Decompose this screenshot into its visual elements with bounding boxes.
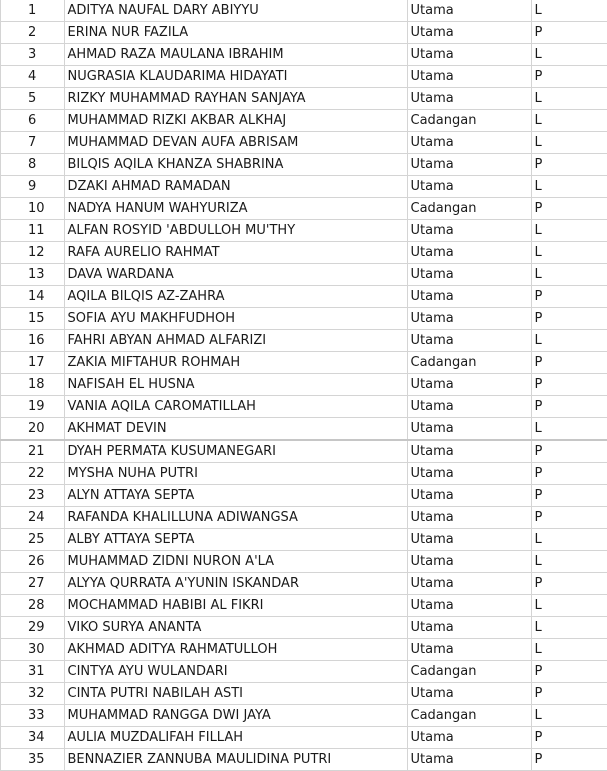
row-number-cell[interactable]: 12 bbox=[0, 242, 64, 264]
table-row bbox=[0, 176, 607, 198]
status-cell[interactable]: Utama bbox=[407, 308, 531, 330]
table-row bbox=[0, 727, 607, 749]
gender-cell[interactable]: P bbox=[531, 485, 607, 507]
student-name-cell[interactable]: SOFIA AYU MAKHFUDHOH bbox=[64, 308, 407, 330]
gender-cell[interactable]: P bbox=[531, 661, 607, 683]
status-cell[interactable]: Utama bbox=[407, 264, 531, 286]
student-name-cell[interactable]: ALYYA QURRATA A'YUNIN ISKANDAR bbox=[64, 573, 407, 595]
status-cell[interactable]: Utama bbox=[407, 485, 531, 507]
student-name-cell[interactable]: AQILA BILQIS AZ-ZAHRA bbox=[64, 286, 407, 308]
row-number-cell[interactable]: 2 bbox=[0, 22, 64, 44]
student-name-cell[interactable]: DAVA WARDANA bbox=[64, 264, 407, 286]
student-name-cell[interactable]: DZAKI AHMAD RAMADAN bbox=[64, 176, 407, 198]
table-row bbox=[0, 220, 607, 242]
status-cell[interactable]: Cadangan bbox=[407, 352, 531, 374]
row-number-cell[interactable]: 34 bbox=[0, 727, 64, 749]
gender-cell[interactable]: P bbox=[531, 352, 607, 374]
table-row bbox=[0, 573, 607, 595]
student-name-cell[interactable]: MOCHAMMAD HABIBI AL FIKRI bbox=[64, 595, 407, 617]
status-cell[interactable]: Utama bbox=[407, 22, 531, 44]
status-cell[interactable]: Utama bbox=[407, 220, 531, 242]
row-number-cell[interactable]: 4 bbox=[0, 66, 64, 88]
gender-cell[interactable]: P bbox=[531, 198, 607, 220]
row-number-cell[interactable]: 10 bbox=[0, 198, 64, 220]
table-row bbox=[0, 374, 607, 396]
table-row bbox=[0, 749, 607, 771]
table-row bbox=[0, 418, 607, 441]
status-cell[interactable]: Utama bbox=[407, 573, 531, 595]
status-cell[interactable]: Utama bbox=[407, 88, 531, 110]
gender-cell[interactable]: L bbox=[531, 176, 607, 198]
row-number-cell[interactable]: 14 bbox=[0, 286, 64, 308]
gender-cell[interactable]: L bbox=[531, 242, 607, 264]
status-cell[interactable]: Cadangan bbox=[407, 110, 531, 132]
status-cell[interactable]: Utama bbox=[407, 396, 531, 418]
status-cell[interactable]: Utama bbox=[407, 463, 531, 485]
status-cell[interactable]: Utama bbox=[407, 507, 531, 529]
gender-cell[interactable]: L bbox=[531, 551, 607, 573]
table-row bbox=[0, 617, 607, 639]
student-name-cell[interactable]: NUGRASIA KLAUDARIMA HIDAYATI bbox=[64, 66, 407, 88]
gender-cell[interactable]: L bbox=[531, 220, 607, 242]
table-row bbox=[0, 440, 607, 463]
table-row bbox=[0, 66, 607, 88]
gender-cell[interactable]: L bbox=[531, 705, 607, 727]
status-cell[interactable]: Utama bbox=[407, 595, 531, 617]
student-name-cell[interactable]: DYAH PERMATA KUSUMANEGARI bbox=[64, 440, 407, 463]
student-name-cell[interactable]: ALFAN ROSYID 'ABDULLOH MU'THY bbox=[64, 220, 407, 242]
row-number-cell[interactable]: 17 bbox=[0, 352, 64, 374]
row-number-cell[interactable]: 20 bbox=[0, 418, 64, 441]
table-row bbox=[0, 44, 607, 66]
student-name-cell[interactable]: BILQIS AQILA KHANZA SHABRINA bbox=[64, 154, 407, 176]
row-number-cell[interactable]: 23 bbox=[0, 485, 64, 507]
row-number-cell[interactable]: 33 bbox=[0, 705, 64, 727]
table-row bbox=[0, 595, 607, 617]
gender-cell[interactable]: P bbox=[531, 22, 607, 44]
row-number-cell[interactable]: 31 bbox=[0, 661, 64, 683]
status-cell[interactable]: Utama bbox=[407, 0, 531, 22]
row-number-cell[interactable]: 13 bbox=[0, 264, 64, 286]
gender-cell[interactable]: L bbox=[531, 529, 607, 551]
row-number-cell[interactable]: 25 bbox=[0, 529, 64, 551]
status-cell[interactable]: Utama bbox=[407, 132, 531, 154]
status-cell[interactable]: Utama bbox=[407, 44, 531, 66]
student-name-cell[interactable]: AHMAD RAZA MAULANA IBRAHIM bbox=[64, 44, 407, 66]
student-name-cell[interactable]: ALYN ATTAYA SEPTA bbox=[64, 485, 407, 507]
student-name-cell[interactable]: VIKO SURYA ANANTA bbox=[64, 617, 407, 639]
student-name-cell[interactable]: RIZKY MUHAMMAD RAYHAN SANJAYA bbox=[64, 88, 407, 110]
row-number-cell[interactable]: 5 bbox=[0, 88, 64, 110]
gender-cell[interactable]: P bbox=[531, 286, 607, 308]
table-row bbox=[0, 463, 607, 485]
gender-cell[interactable]: P bbox=[531, 308, 607, 330]
status-cell[interactable]: Utama bbox=[407, 551, 531, 573]
table-row bbox=[0, 661, 607, 683]
student-name-cell[interactable]: AULIA MUZDALIFAH FILLAH bbox=[64, 727, 407, 749]
table-row bbox=[0, 352, 607, 374]
student-name-cell[interactable]: MYSHA NUHA PUTRI bbox=[64, 463, 407, 485]
status-cell[interactable]: Utama bbox=[407, 374, 531, 396]
status-cell[interactable]: Cadangan bbox=[407, 198, 531, 220]
row-number-cell[interactable]: 6 bbox=[0, 110, 64, 132]
status-cell[interactable]: Utama bbox=[407, 154, 531, 176]
row-number-cell[interactable]: 21 bbox=[0, 440, 64, 463]
gender-cell[interactable]: P bbox=[531, 749, 607, 771]
student-name-cell[interactable]: RAFA AURELIO RAHMAT bbox=[64, 242, 407, 264]
row-number-cell[interactable]: 1 bbox=[0, 0, 64, 22]
student-name-cell[interactable]: CINTYA AYU WULANDARI bbox=[64, 661, 407, 683]
status-cell[interactable]: Utama bbox=[407, 330, 531, 352]
student-name-cell[interactable]: AKHMAD ADITYA RAHMATULLOH bbox=[64, 639, 407, 661]
row-number-cell[interactable]: 22 bbox=[0, 463, 64, 485]
gender-cell[interactable]: P bbox=[531, 683, 607, 705]
gender-cell[interactable]: L bbox=[531, 617, 607, 639]
status-cell[interactable]: Cadangan bbox=[407, 661, 531, 683]
student-name-cell[interactable]: ADITYA NAUFAL DARY ABIYYU bbox=[64, 0, 407, 22]
gender-cell[interactable]: P bbox=[531, 440, 607, 463]
row-number-cell[interactable]: 11 bbox=[0, 220, 64, 242]
table-row bbox=[0, 264, 607, 286]
gender-cell[interactable]: L bbox=[531, 264, 607, 286]
student-name-cell[interactable]: MUHAMMAD ZIDNI NURON A'LA bbox=[64, 551, 407, 573]
table-row bbox=[0, 683, 607, 705]
row-number-cell[interactable]: 8 bbox=[0, 154, 64, 176]
row-number-cell[interactable]: 26 bbox=[0, 551, 64, 573]
student-name-cell[interactable]: MUHAMMAD RIZKI AKBAR ALKHAJ bbox=[64, 110, 407, 132]
status-cell[interactable]: Utama bbox=[407, 418, 531, 441]
gender-cell[interactable]: L bbox=[531, 330, 607, 352]
row-number-cell[interactable]: 27 bbox=[0, 573, 64, 595]
student-name-cell[interactable]: MUHAMMAD DEVAN AUFA ABRISAM bbox=[64, 132, 407, 154]
table-row bbox=[0, 88, 607, 110]
table-row bbox=[0, 705, 607, 727]
gender-cell[interactable]: L bbox=[531, 595, 607, 617]
table-row bbox=[0, 154, 607, 176]
student-name-cell[interactable]: FAHRI ABYAN AHMAD ALFARIZI bbox=[64, 330, 407, 352]
status-cell[interactable]: Utama bbox=[407, 440, 531, 463]
student-name-cell[interactable]: ALBY ATTAYA SEPTA bbox=[64, 529, 407, 551]
table-row bbox=[0, 308, 607, 330]
status-cell[interactable]: Utama bbox=[407, 617, 531, 639]
table-row bbox=[0, 286, 607, 308]
gender-cell[interactable]: L bbox=[531, 110, 607, 132]
student-name-cell[interactable]: NAFISAH EL HUSNA bbox=[64, 374, 407, 396]
status-cell[interactable]: Utama bbox=[407, 749, 531, 771]
table-row bbox=[0, 507, 607, 529]
row-number-cell[interactable]: 9 bbox=[0, 176, 64, 198]
row-number-cell[interactable]: 35 bbox=[0, 749, 64, 771]
student-name-cell[interactable]: CINTA PUTRI NABILAH ASTI bbox=[64, 683, 407, 705]
student-name-cell[interactable]: RAFANDA KHALILLUNA ADIWANGSA bbox=[64, 507, 407, 529]
row-number-cell[interactable]: 24 bbox=[0, 507, 64, 529]
status-cell[interactable]: Utama bbox=[407, 639, 531, 661]
table-row bbox=[0, 639, 607, 661]
gender-cell[interactable]: P bbox=[531, 727, 607, 749]
gender-cell[interactable]: P bbox=[531, 463, 607, 485]
row-number-cell[interactable]: 3 bbox=[0, 44, 64, 66]
table-row bbox=[0, 110, 607, 132]
table-row bbox=[0, 22, 607, 44]
student-name-cell[interactable]: MUHAMMAD RANGGA DWI JAYA bbox=[64, 705, 407, 727]
student-name-cell[interactable]: NADYA HANUM WAHYURIZA bbox=[64, 198, 407, 220]
table-row bbox=[0, 132, 607, 154]
gender-cell[interactable]: P bbox=[531, 573, 607, 595]
gender-cell[interactable]: P bbox=[531, 374, 607, 396]
gender-cell[interactable]: P bbox=[531, 154, 607, 176]
row-number-cell[interactable]: 29 bbox=[0, 617, 64, 639]
table-row bbox=[0, 551, 607, 573]
table-row bbox=[0, 330, 607, 352]
table-row bbox=[0, 529, 607, 551]
table-row bbox=[0, 198, 607, 220]
gender-cell[interactable]: L bbox=[531, 418, 607, 441]
row-number-cell[interactable]: 18 bbox=[0, 374, 64, 396]
status-cell[interactable]: Utama bbox=[407, 286, 531, 308]
status-cell[interactable]: Utama bbox=[407, 727, 531, 749]
gender-cell[interactable]: L bbox=[531, 44, 607, 66]
status-cell[interactable]: Utama bbox=[407, 242, 531, 264]
student-name-cell[interactable]: ERINA NUR FAZILA bbox=[64, 22, 407, 44]
status-cell[interactable]: Utama bbox=[407, 529, 531, 551]
table-row bbox=[0, 396, 607, 418]
row-number-cell[interactable]: 15 bbox=[0, 308, 64, 330]
table-row bbox=[0, 242, 607, 264]
row-number-cell[interactable]: 19 bbox=[0, 396, 64, 418]
status-cell[interactable]: Cadangan bbox=[407, 705, 531, 727]
gender-cell[interactable]: P bbox=[531, 66, 607, 88]
row-number-cell[interactable]: 16 bbox=[0, 330, 64, 352]
gender-cell[interactable]: L bbox=[531, 88, 607, 110]
row-number-cell[interactable]: 7 bbox=[0, 132, 64, 154]
gender-cell[interactable]: L bbox=[531, 0, 607, 22]
student-name-cell[interactable]: VANIA AQILA CAROMATILLAH bbox=[64, 396, 407, 418]
gender-cell[interactable]: L bbox=[531, 639, 607, 661]
gender-cell[interactable]: L bbox=[531, 132, 607, 154]
student-name-cell[interactable]: BENNAZIER ZANNUBA MAULIDINA PUTRI bbox=[64, 749, 407, 771]
table-row bbox=[0, 0, 607, 22]
row-number-cell[interactable]: 30 bbox=[0, 639, 64, 661]
row-number-cell[interactable]: 32 bbox=[0, 683, 64, 705]
status-cell[interactable]: Utama bbox=[407, 683, 531, 705]
gender-cell[interactable]: P bbox=[531, 507, 607, 529]
status-cell[interactable]: Utama bbox=[407, 176, 531, 198]
table-row bbox=[0, 485, 607, 507]
row-number-cell[interactable]: 28 bbox=[0, 595, 64, 617]
status-cell[interactable]: Utama bbox=[407, 66, 531, 88]
student-name-cell[interactable]: AKHMAT DEVIN bbox=[64, 418, 407, 441]
student-name-cell[interactable]: ZAKIA MIFTAHUR ROHMAH bbox=[64, 352, 407, 374]
gender-cell[interactable]: P bbox=[531, 396, 607, 418]
